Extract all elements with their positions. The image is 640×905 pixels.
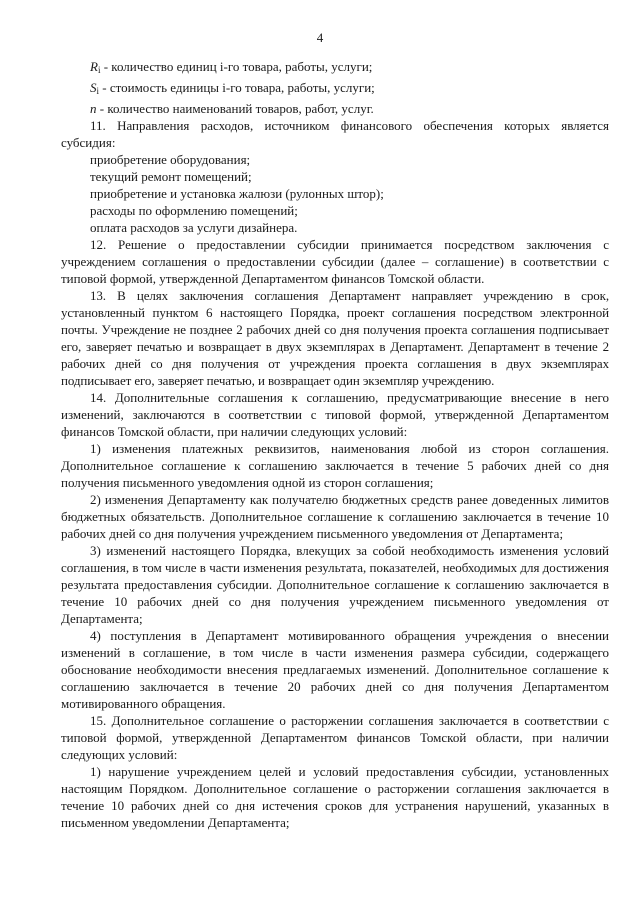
paragraph-11: 11. Направления расходов, источником финансового обеспечения которых является субсидия: (61, 118, 609, 150)
definition-n (61, 100, 609, 117)
page-number: 4 (316, 30, 324, 45)
paragraph-14-item-4: 4) поступления в Департамент мотивированного обращения учреждения о внесении изменений в соглашение, в том числе в части изменения размера субсидии, содержащего обоснование необходимости внесения предлагаемых изменений. Дополнительное соглашение к соглашению заключается в течение 20 рабочих дней со дня получения Департаментом мотивированного обращения. (61, 628, 609, 711)
list-item: текущий ремонт помещений; (90, 169, 252, 184)
paragraph-14-item-3: 3) изменений настоящего Порядка, влекущих за собой необходимость изменения условий соглашения, в том числе в части изменения результата, показателей, необходимых для достижения результата предоставления субсидии. Дополнительное соглашение к соглашению заключается в течение 10 рабочих дней со дня получения учреждением письменного уведомления от Департамента; (61, 543, 609, 626)
document-body (61, 58, 609, 831)
paragraph-14: 14. Дополнительные соглашения к соглашению, предусматривающие внесение в него изменений, заключаются в соответствии с типовой формой, утвержденной Департаментом финансов Томской области, при наличии следующих условий: (61, 390, 609, 439)
definition-index: i (97, 65, 101, 75)
definition-s (61, 79, 609, 100)
paragraph-13: 13. В целях заключения соглашения Департамент направляет учреждению в срок, установленный пунктом 6 настоящего Порядка, проект соглашения посредством электронной почты. Учреждение не позднее 2 рабочих дней со дня получения проекта соглашения подписывает его, заверяет печатью и возвращает в двух экземплярах в Департамент. Департамент в течение 2 рабочих дней со дня получения от учреждения проекта соглашения в двух экземплярах подписывает его, заверяет печатью, и возвращает один экземпляр учреждению. (61, 288, 609, 388)
list-item: оплата расходов за услуги дизайнера. (90, 220, 298, 235)
paragraph-15-item-1: 1) нарушение учреждением целей и условий предоставления субсидии, установленных настоящим Порядком. Дополнительное соглашение о расторжении соглашения заключается в течение 10 рабочих дней со дня истечения сроков для устранения нарушений, указанных в письменном уведомлении Департамента; (61, 764, 609, 830)
paragraph-14-item-1: 1) изменения платежных реквизитов, наименования любой из сторон соглашения. Дополнительное соглашение к соглашению заключается в течение 5 рабочих дней со дня получения письменного уведомления одной из сторон соглашения; (61, 441, 609, 490)
definition-symbol: S (90, 80, 97, 95)
list-item: приобретение оборудования; (90, 152, 251, 167)
definition-text: - количество наименований товаров, работ, услуг. (96, 101, 374, 116)
paragraph-12: 12. Решение о предоставлении субсидии принимается посредством заключения с учреждением соглашения о предоставлении субсидии (далее – соглашение) в соответствии с типовой формой, утвержденной Департаментом финансов Томской области. (61, 237, 609, 286)
definition-symbol: R (90, 59, 98, 74)
definition-r (61, 58, 609, 79)
paragraph-15: 15. Дополнительное соглашение о расторжении соглашения заключается в соответствии с типовой формой, утвержденной Департаментом финансов Томской области, при наличии следующих условий: (61, 713, 609, 762)
definition-text: - стоимость единицы i-го товара, работы, услуги; (99, 80, 375, 95)
paragraph-14-item-2: 2) изменения Департаменту как получателю бюджетных средств ранее доведенных лимитов бюджетных обязательств. Дополнительное соглашение к соглашению заключается в течение 10 рабочих дней со дня получения учреждением письменного уведомления от Департамента; (61, 492, 609, 541)
definition-index: i (96, 86, 100, 96)
list-item: приобретение и установка жалюзи (рулонных штор); (90, 186, 384, 201)
definition-text: - количество единиц i-го товара, работы, услуги; (100, 59, 373, 74)
list-item: расходы по оформлению помещений; (90, 203, 298, 218)
definition-symbol: n (90, 101, 97, 116)
